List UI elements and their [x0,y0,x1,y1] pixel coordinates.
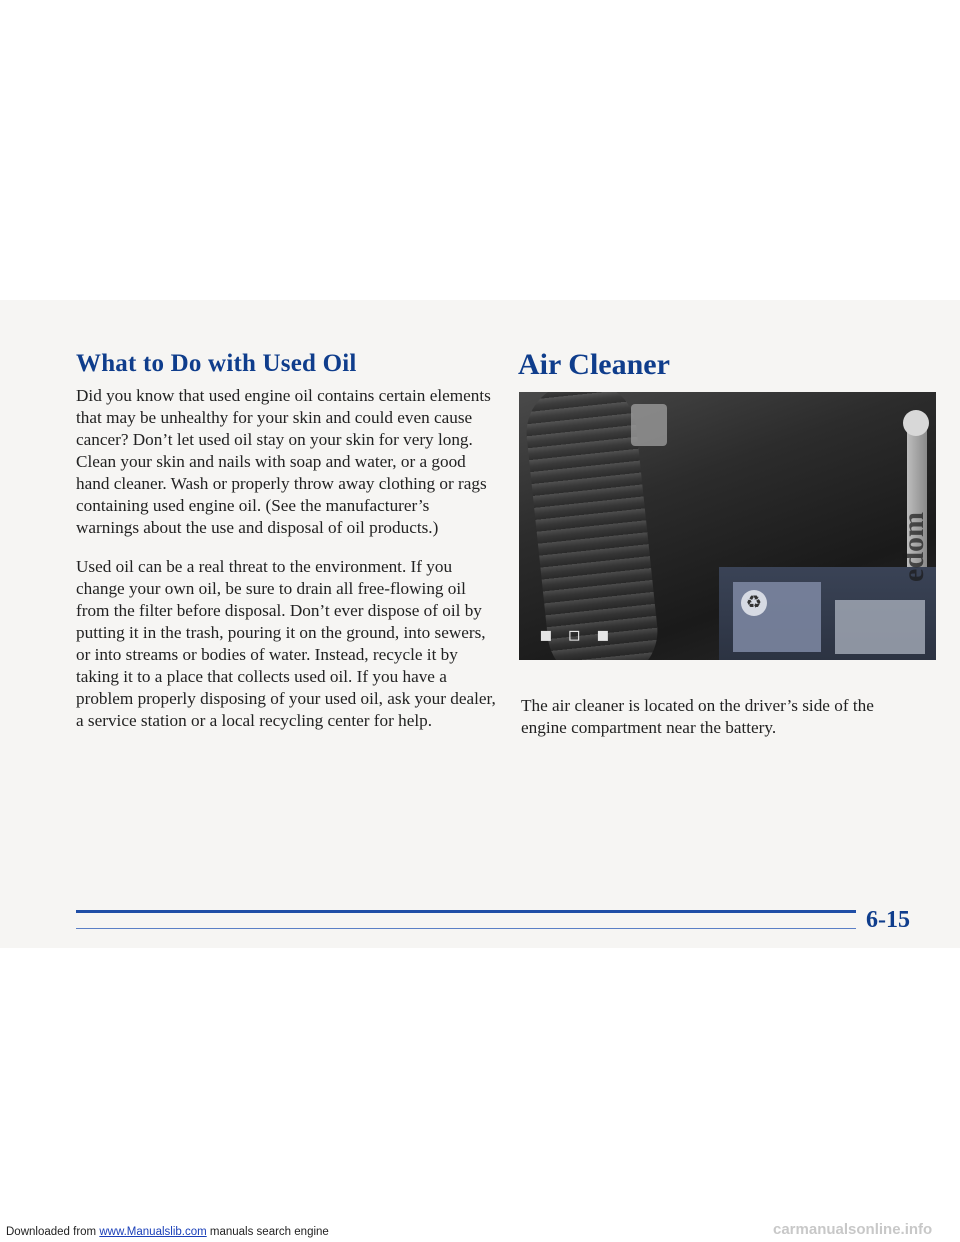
footer-prefix: Downloaded from [6,1226,100,1238]
recycle-icon: ♻ [741,590,767,616]
footer-rule-thick [76,910,856,913]
download-footer [6,1226,329,1238]
engine-compartment-photo [519,392,936,660]
used-oil-paragraph-1: Did you know that used engine oil contains certain elements that may be unhealthy for your skin and could even cause cancer? Don’t let used oil stay on your skin for very long. Clean your skin and nails with soap and water, or a good hand cleaner. Wash or properly throw away clothing or rags containing used engine oil. (See the manufacturer’s warnings about the use and disposal of oil products.) [76,386,491,537]
battery-terminals: ▪ ▫ ▪ [539,622,614,646]
footer-rule-thin [76,928,856,929]
battery-sticker [835,600,925,654]
manualslib-link[interactable]: www.Manualslib.com [99,1226,207,1238]
section-heading-air-cleaner: Air Cleaner [518,348,670,381]
page-number: 6-15 [866,907,910,933]
footer-suffix: manuals search engine [206,1226,329,1238]
air-cleaner-caption: The air cleaner is located on the driver’s side of the engine compartment near the battery. [521,696,874,737]
watermark: carmanualsonline.info [773,1221,933,1238]
battery-brand-text: edom [897,512,930,582]
hose-clamp [631,404,667,446]
dipstick-knob [903,410,929,436]
section-heading-used-oil: What to Do with Used Oil [76,350,357,377]
used-oil-paragraph-2: Used oil can be a real threat to the environment. If you change your own oil, be sure to drain all free-flowing oil from the filter before disposal. Don’t ever dispose of oil by putting it in the trash, pouring it on the ground, into sewers, or into streams or bodies of water. Instead, recycle it by taking it to a place that collects used oil. If you have a problem properly disposing of your used oil, ask your dealer, a service station or a local recycling center for help. [76,557,496,730]
